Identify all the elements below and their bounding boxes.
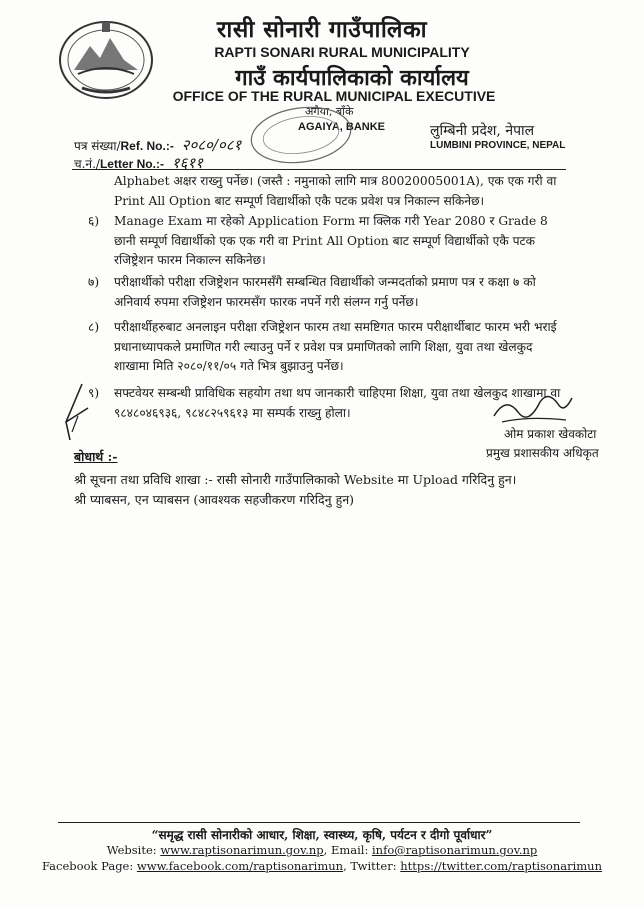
reference-number: पत्र संख्या/Ref. No.:- २०८०/०८१ [74,136,242,154]
paragraph-item-6: ६) Manage Exam मा रहेको Application Form मा क्लिक गरी Year 2080 र Grade 8 छानी सम्पूर्ण विद्यार्थीको एक एक गरी वा Print All Option बाट सम्पूर्ण विद्यार्थीको एकै पटक रजिष्ट्रेशन फारम निकाल्न सकिनेछ। [88,214,548,267]
cc-line-1: श्री सूचना तथा प्रविधि शाखा :- रासी सोनारी गाउँपालिकाको Website मा Upload गरिदिनु हुन। [74,472,517,487]
website-link[interactable]: www.raptisonarimun.gov.np [160,843,324,857]
facebook-link[interactable]: www.facebook.com/raptisonarimun [136,859,344,873]
header-divider [72,169,566,170]
cc-label: बोधार्थ :- [74,449,118,464]
cc-line-2: श्री प्याबसन, एन प्याबसन (आवश्यक सहजीकरण गरिदिनु हुन) [74,492,355,507]
paragraph-item-9: ९) सफ्टवेयर सम्बन्धी प्राविधिक सहयोग तथा थप जानकारी चाहिएमा शिक्षा, युवा तथा खेलकुद शाखामा वा ९८४८०४६९३६, ९८४८२५९६१३ मा सम्पर्क राख्नु होला। [88,386,561,420]
paragraph-item-7: ७) परीक्षार्थीको परीक्षा रजिष्ट्रेशन फारमसँगै सम्बन्धित विद्यार्थीको जन्मदर्ताको प्रमाण पत्र र कक्षा ७ को अनिवार्य रुपमा रजिष्ट्रेशन फारमसँग फारक नपर्ने गरी संलग्न गर्नु पर्नेछ। [88,275,536,309]
office-name-np: गाउँ कार्यपालिकाको कार्यालय [235,65,469,91]
handwritten-margin-mark [52,382,98,442]
twitter-link[interactable]: https://twitter.com/raptisonarimun [400,859,602,873]
municipality-name-np: रासी सोनारी गाउँपालिका [216,16,428,43]
paragraph-continued: Alphabet अक्षर राख्नु पर्नेछ। (जस्तै : नमुनाको लागि मात्र 80020005001A), एक एक गरी वा Print All Option बाट सम्पूर्ण विद्यार्थीको एकै पटक प्रवेश पत्र निकाल्न सकिनेछ। [114,174,557,208]
letter-number: च.नं./Letter No.:- १६११ [74,154,203,172]
footer-divider [58,822,580,823]
place-np: अगैया, बाँके [305,105,354,118]
province-en: LUMBINI PROVINCE, NEPAL [430,140,566,151]
footer-social: Facebook Page: www.facebook.com/raptisonarimun, Twitter: https://twitter.com/raptisonarimun [41,859,602,873]
paragraph-item-8: ८) परीक्षार्थीहरुबाट अनलाइन परीक्षा रजिष्ट्रेशन फारम तथा समष्टिगत फारम परीक्षार्थीबाट फारम भरी भराई प्रधानाध्यापकले प्रमाणित गरी ल्याउनु पर्ने र प्रवेश पत्र प्रमाणितको लागि शिक्षा, युवा तथा खेलकुद शाखामा मिति २०८०/११/०५ गते भित्र बुझाउनु पर्नेछ। [88,320,557,373]
office-name-en: OFFICE OF THE RURAL MUNICIPAL EXECUTIVE [172,88,496,104]
office-stamp [246,104,356,166]
footer-motto: “समृद्ध रासी सोनारीको आधार, शिक्षा, स्वास्थ्य, कृषि, पर्यटन र दीगो पूर्वाधार” [151,828,493,842]
place-en: AGAIYA, BANKE [298,121,385,133]
signer-name: ओम प्रकाश खेवकोटा [504,427,597,441]
signer-title: प्रमुख प्रशासकीय अधिकृत [486,446,599,460]
footer-contact: Website: www.raptisonarimun.gov.np, Email: info@raptisonarimun.gov.np [106,843,538,857]
municipality-name-en: RAPTI SONARI RURAL MUNICIPALITY [214,44,470,60]
email-link[interactable]: info@raptisonarimun.gov.np [372,843,538,857]
province-np: लुम्बिनी प्रदेश, नेपाल [430,123,535,139]
